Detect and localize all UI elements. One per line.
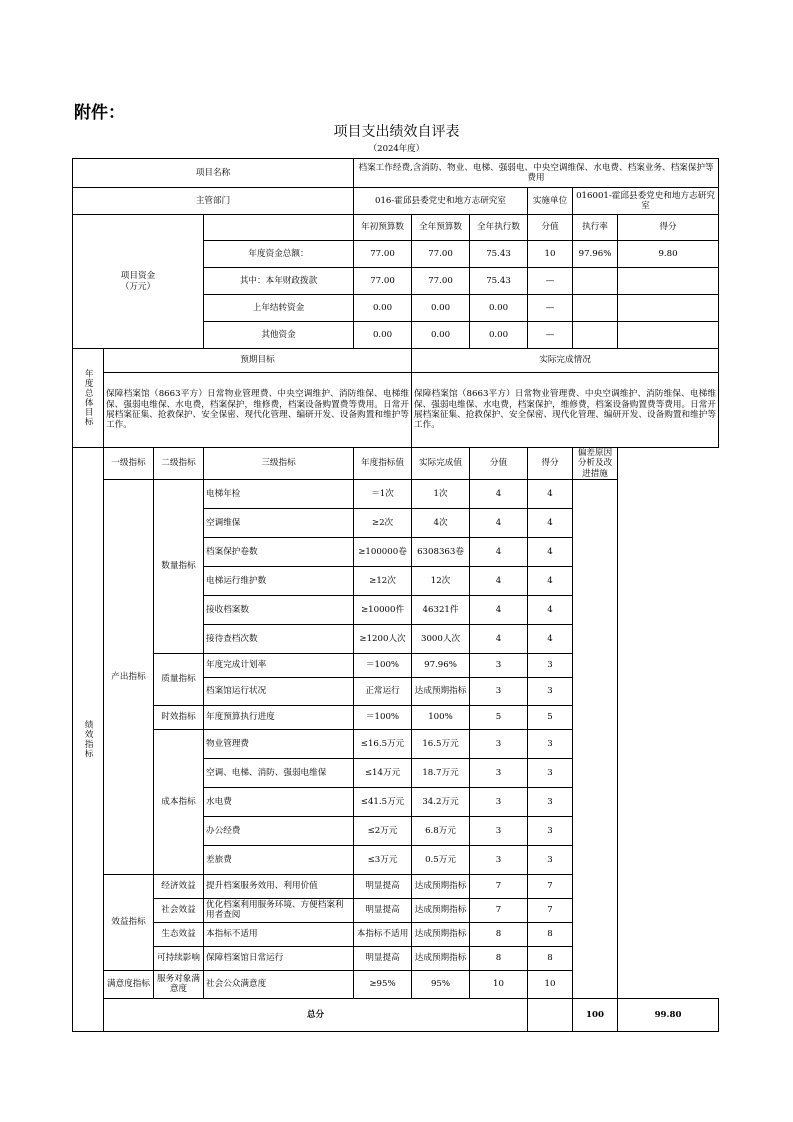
funds-row-rate <box>573 322 618 349</box>
level2-satisfaction: 服务对象满意度 <box>154 970 204 998</box>
level2-time: 时效指标 <box>154 705 204 729</box>
indicator-target: ≥100000卷 <box>354 537 412 566</box>
indicator-target: 明显提高 <box>354 874 412 898</box>
indicator-header-actual: 实际完成值 <box>412 448 470 480</box>
deviation-reason-blank <box>573 479 618 998</box>
level2-cost: 成本指标 <box>154 729 204 874</box>
indicator-score: 8 <box>528 922 573 946</box>
indicator-header-level3: 三级指标 <box>204 448 354 480</box>
indicator-target: ≥10000件 <box>354 595 412 624</box>
funds-label <box>73 215 204 349</box>
indicator-header-score: 得分 <box>528 448 573 480</box>
funds-header-rate: 执行率 <box>573 215 618 241</box>
indicator-score: 5 <box>528 705 573 729</box>
level1-output: 产出指标 <box>104 479 154 874</box>
indicator-score-value: 3 <box>470 845 528 874</box>
indicator-actual: 3000人次 <box>412 624 470 653</box>
indicator-score: 10 <box>528 970 573 998</box>
dept-label: 主管部门 <box>73 188 354 215</box>
indicator-row <box>73 922 719 946</box>
indicator-actual: 1次 <box>412 479 470 508</box>
indicator-score-value: 3 <box>470 816 528 845</box>
funds-label-line2: （万元） <box>120 281 156 292</box>
funds-header-row <box>73 215 719 241</box>
funds-row-executed: 75.43 <box>470 268 528 295</box>
indicator-score-value: 4 <box>470 537 528 566</box>
level2-social: 社会效益 <box>154 898 204 922</box>
funds-header-score-value: 分值 <box>528 215 573 241</box>
expected-goal-header: 预期目标 <box>104 349 412 373</box>
indicator-name: 接待查档次数 <box>204 624 354 653</box>
attachment-label: 附件： <box>74 103 125 123</box>
indicator-name: 接收档案数 <box>204 595 354 624</box>
indicator-score-value: 7 <box>470 874 528 898</box>
total-blank <box>528 998 573 1031</box>
indicator-target: ≤41.5万元 <box>354 787 412 816</box>
indicator-score: 7 <box>528 874 573 898</box>
total-score-value: 100 <box>573 998 618 1031</box>
indicator-name: 年度完成计划率 <box>204 653 354 677</box>
indicator-score: 8 <box>528 946 573 970</box>
indicator-header-target: 年度指标值 <box>354 448 412 480</box>
indicator-name: 差旅费 <box>204 845 354 874</box>
indicator-name: 物业管理费 <box>204 729 354 758</box>
indicator-score-value: 3 <box>470 729 528 758</box>
level2-ecological: 生态效益 <box>154 922 204 946</box>
indicator-actual: 97.96% <box>412 653 470 677</box>
indicator-target: ≥95% <box>354 970 412 998</box>
indicator-score-value: 3 <box>470 677 528 705</box>
indicator-actual: 0.5万元 <box>412 845 470 874</box>
indicator-name: 空调、电梯、消防、强弱电维保 <box>204 758 354 787</box>
funds-row-score: 9.80 <box>618 241 719 268</box>
indicator-score-value: 3 <box>470 653 528 677</box>
level1-satisfaction: 满意度指标 <box>104 970 154 998</box>
indicator-name: 电梯运行维护数 <box>204 566 354 595</box>
indicator-score: 4 <box>528 479 573 508</box>
total-score: 99.80 <box>618 998 719 1031</box>
level2-economic: 经济效益 <box>154 874 204 898</box>
indicator-score: 3 <box>528 677 573 705</box>
indicator-actual: 6.8万元 <box>412 816 470 845</box>
indicator-name: 档案馆运行状况 <box>204 677 354 705</box>
indicator-target: 明显提高 <box>354 898 412 922</box>
indicator-target: ≥2次 <box>354 508 412 537</box>
funds-row-annual: 0.00 <box>412 295 470 322</box>
indicator-actual: 18.7万元 <box>412 758 470 787</box>
indicator-score: 4 <box>528 508 573 537</box>
indicator-score: 4 <box>528 537 573 566</box>
indicator-actual: 95% <box>412 970 470 998</box>
indicator-score: 4 <box>528 566 573 595</box>
funds-row-score-value: 10 <box>528 241 573 268</box>
page-title: 项目支出绩效自评表 <box>333 124 460 140</box>
indicator-actual: 16.5万元 <box>412 729 470 758</box>
indicator-row <box>73 970 719 998</box>
indicator-header-level1: 一级指标 <box>104 448 154 480</box>
indicator-score-value: 4 <box>470 479 528 508</box>
indicator-name: 提升档案服务效用、利用价值 <box>204 874 354 898</box>
indicator-score: 3 <box>528 787 573 816</box>
funds-row-score <box>618 322 719 349</box>
project-name-label: 项目名称 <box>73 159 354 188</box>
indicator-actual: 达成预期指标 <box>412 946 470 970</box>
indicator-header-reason: 偏差原因分析及改进措施 <box>573 448 618 480</box>
funds-row-executed: 75.43 <box>470 241 528 268</box>
indicator-actual: 12次 <box>412 566 470 595</box>
expected-goal-text: 保障档案馆（8663平方）日常物业管理费、中央空调维护、消防维保、电梯维保、强弱电维保、水电费，档案保护，维修费，档案设备购置费等费用。日常开展档案征集、抢救保护、安全保密、现代化管理、编研开发、设备购置和维护等工作。 <box>104 373 412 448</box>
funds-row-annual: 77.00 <box>412 241 470 268</box>
indicator-target: ≤3万元 <box>354 845 412 874</box>
goals-text-row <box>73 373 719 448</box>
indicator-score-value: 10 <box>470 970 528 998</box>
indicator-score: 3 <box>528 845 573 874</box>
indicator-score: 4 <box>528 595 573 624</box>
funds-row-initial: 77.00 <box>354 241 412 268</box>
level2-sustainable: 可持续影响 <box>154 946 204 970</box>
indicator-name: 社会公众满意度 <box>204 970 354 998</box>
total-row <box>73 998 719 1031</box>
indicator-target: 正常运行 <box>354 677 412 705</box>
indicator-row <box>73 946 719 970</box>
indicator-score-value: 3 <box>470 787 528 816</box>
indicator-score-value: 8 <box>470 922 528 946</box>
actual-goal-text: 保障档案馆（8663平方）日常物业管理费、中央空调维护、消防维保、电梯维保、强弱电维保、水电费，档案保护，维修费，档案设备购置费等费用。日常开展档案征集、抢救保护、安全保密、现代化管理、编研开发、设备购置和维护等工作。 <box>412 373 719 448</box>
total-label: 总分 <box>104 998 528 1031</box>
funds-row-name: 其他资金 <box>204 322 354 349</box>
funds-row-score-value: — <box>528 268 573 295</box>
funds-row-score <box>618 295 719 322</box>
funds-row-annual: 0.00 <box>412 322 470 349</box>
indicators-header-row <box>73 448 719 480</box>
actual-goal-header: 实际完成情况 <box>412 349 719 373</box>
funds-row-rate <box>573 295 618 322</box>
indicator-name: 年度预算执行进度 <box>204 705 354 729</box>
indicator-target: 本指标不适用 <box>354 922 412 946</box>
funds-row-initial: 77.00 <box>354 268 412 295</box>
funds-header-initial: 年初预算数 <box>354 215 412 241</box>
indicator-name: 保障档案馆日常运行 <box>204 946 354 970</box>
indicator-target: ＝1次 <box>354 479 412 508</box>
indicator-header-score-value: 分值 <box>470 448 528 480</box>
goals-side-text: 年度总体目标 <box>83 369 94 427</box>
indicator-score: 4 <box>528 624 573 653</box>
indicator-row <box>73 898 719 922</box>
indicator-target: ≤2万元 <box>354 816 412 845</box>
indicator-target: ≥12次 <box>354 566 412 595</box>
indicator-actual: 100% <box>412 705 470 729</box>
page-subtitle: （2024年度） <box>368 144 425 154</box>
funds-row-score-value: — <box>528 322 573 349</box>
indicator-actual: 达成预期指标 <box>412 898 470 922</box>
indicator-actual: 达成预期指标 <box>412 922 470 946</box>
indicator-row <box>73 653 719 677</box>
funds-row-executed: 0.00 <box>470 322 528 349</box>
indicator-score-value: 4 <box>470 624 528 653</box>
indicator-score-value: 7 <box>470 898 528 922</box>
indicator-header-level2: 二级指标 <box>154 448 204 480</box>
indicator-target: ＝100% <box>354 705 412 729</box>
indicator-target: ≤14万元 <box>354 758 412 787</box>
indicator-actual: 达成预期指标 <box>412 874 470 898</box>
indicator-score-value: 8 <box>470 946 528 970</box>
level1-benefit: 效益指标 <box>104 874 154 970</box>
indicator-target: ≥1200人次 <box>354 624 412 653</box>
indicator-actual: 34.2万元 <box>412 787 470 816</box>
goals-side-label <box>73 349 104 448</box>
funds-row-executed: 0.00 <box>470 295 528 322</box>
funds-header-score: 得分 <box>618 215 719 241</box>
indicator-actual: 46321件 <box>412 595 470 624</box>
funds-header-blank <box>204 215 354 241</box>
funds-row-initial: 0.00 <box>354 295 412 322</box>
indicator-score-value: 3 <box>470 758 528 787</box>
indicator-score-value: 5 <box>470 705 528 729</box>
funds-row-annual: 77.00 <box>412 268 470 295</box>
indicator-name: 电梯年检 <box>204 479 354 508</box>
funds-row-name: 上年结转资金 <box>204 295 354 322</box>
funds-row-name: 其中：本年财政拨款 <box>204 268 354 295</box>
indicator-score: 3 <box>528 816 573 845</box>
indicator-name: 优化档案利用服务环境、方便档案利用者查阅 <box>204 898 354 922</box>
level2-quantity: 数量指标 <box>154 479 204 653</box>
indicator-actual: 达成预期指标 <box>412 677 470 705</box>
level2-quality: 质量指标 <box>154 653 204 705</box>
indicator-score-value: 4 <box>470 595 528 624</box>
indicator-target: ≤16.5万元 <box>354 729 412 758</box>
funds-row-initial: 0.00 <box>354 322 412 349</box>
indicators-side-text: 绩效指标 <box>83 720 94 759</box>
funds-row-score <box>618 268 719 295</box>
funds-header-executed: 全年执行数 <box>470 215 528 241</box>
funds-row-rate: 97.96% <box>573 241 618 268</box>
indicator-actual: 4次 <box>412 508 470 537</box>
dept-value: 016-霍邱县委党史和地方志研究室 <box>354 188 528 215</box>
self-evaluation-table <box>72 158 719 1032</box>
department-row <box>73 188 719 215</box>
goals-header-row <box>73 349 719 373</box>
indicator-row <box>73 705 719 729</box>
project-name-row <box>73 159 719 188</box>
indicator-name: 水电费 <box>204 787 354 816</box>
indicator-name: 本指标不适用 <box>204 922 354 946</box>
indicator-score-value: 4 <box>470 508 528 537</box>
funds-row-rate <box>573 268 618 295</box>
indicators-side-label <box>73 448 104 1032</box>
indicator-actual: 6308363卷 <box>412 537 470 566</box>
funds-label-line1: 项目资金 <box>120 271 156 282</box>
funds-header-annual: 全年预算数 <box>412 215 470 241</box>
indicator-name: 档案保护卷数 <box>204 537 354 566</box>
indicator-row <box>73 874 719 898</box>
funds-row-score-value: — <box>528 295 573 322</box>
indicator-score: 7 <box>528 898 573 922</box>
project-name-value: 档案工作经费,含消防、物业、电梯、强弱电、中央空调维保、水电费、档案业务、档案保护等费用 <box>354 159 719 188</box>
indicator-score: 3 <box>528 729 573 758</box>
indicator-name: 空调维保 <box>204 508 354 537</box>
indicator-score: 3 <box>528 653 573 677</box>
indicator-score: 3 <box>528 758 573 787</box>
indicator-target: 明显提高 <box>354 946 412 970</box>
impl-label: 实施单位 <box>528 188 573 215</box>
funds-row-name: 年度资金总额： <box>204 241 354 268</box>
indicator-target: ＝100% <box>354 653 412 677</box>
indicator-row <box>73 479 719 508</box>
indicator-row <box>73 729 719 758</box>
indicator-name: 办公经费 <box>204 816 354 845</box>
impl-value: 016001-霍邱县委党史和地方志研究室 <box>573 188 719 215</box>
indicator-score-value: 4 <box>470 566 528 595</box>
